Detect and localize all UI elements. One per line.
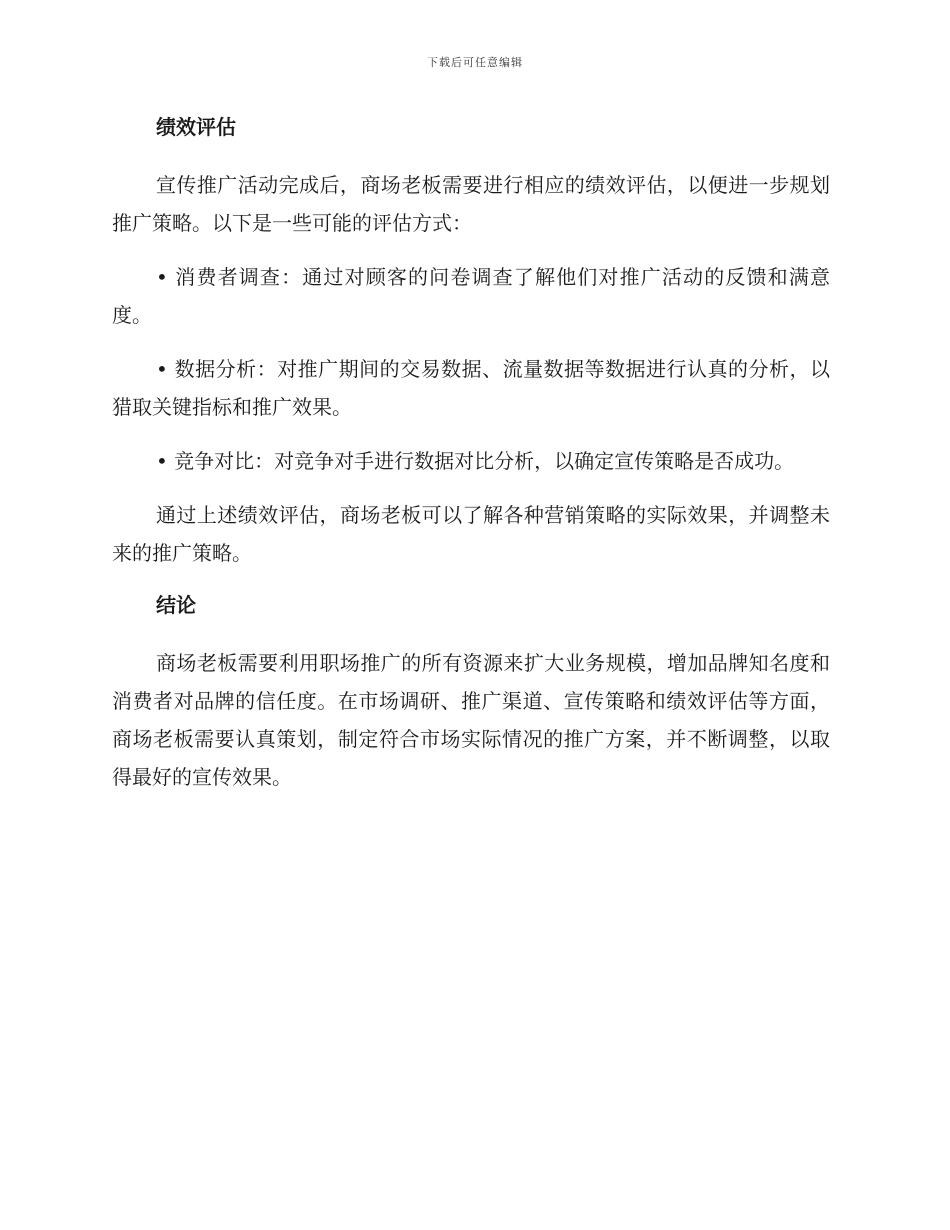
section-title-evaluation: 绩效评估: [156, 115, 236, 139]
evaluation-item-data-analysis: • 数据分析：对推广期间的交易数据、流量数据等数据进行认真的分析，以猎取关键指标和推广效果。: [112, 357, 830, 419]
evaluation-item-competition: • 竞争对比：对竞争对手进行数据对比分析，以确定宣传策略是否成功。: [156, 449, 795, 473]
section-title-conclusion: 结论: [156, 593, 196, 617]
conclusion-body: 商场老板需要利用职场推广的所有资源来扩大业务规模，增加品牌知名度和消费者对品牌的信任度。在市场调研、推广渠道、宣传策略和绩效评估等方面，商场老板需要认真策划，制定符合市场实际情况的推广方案，并不断调整，以取得最好的宣传效果。: [112, 651, 830, 789]
evaluation-summary: 通过上述绩效评估，商场老板可以了解各种营销策略的实际效果，并调整未来的推广策略。: [112, 503, 830, 565]
document-body: [112, 112, 830, 812]
evaluation-intro: 宣传推广活动完成后，商场老板需要进行相应的绩效评估，以便进一步规划推广策略。以下是一些可能的评估方式：: [112, 173, 830, 235]
evaluation-item-survey: • 消费者调查：通过对顾客的问卷调查了解他们对推广活动的反馈和满意度。: [112, 265, 830, 327]
page-header-note: 下载后可任意编辑: [427, 56, 523, 69]
